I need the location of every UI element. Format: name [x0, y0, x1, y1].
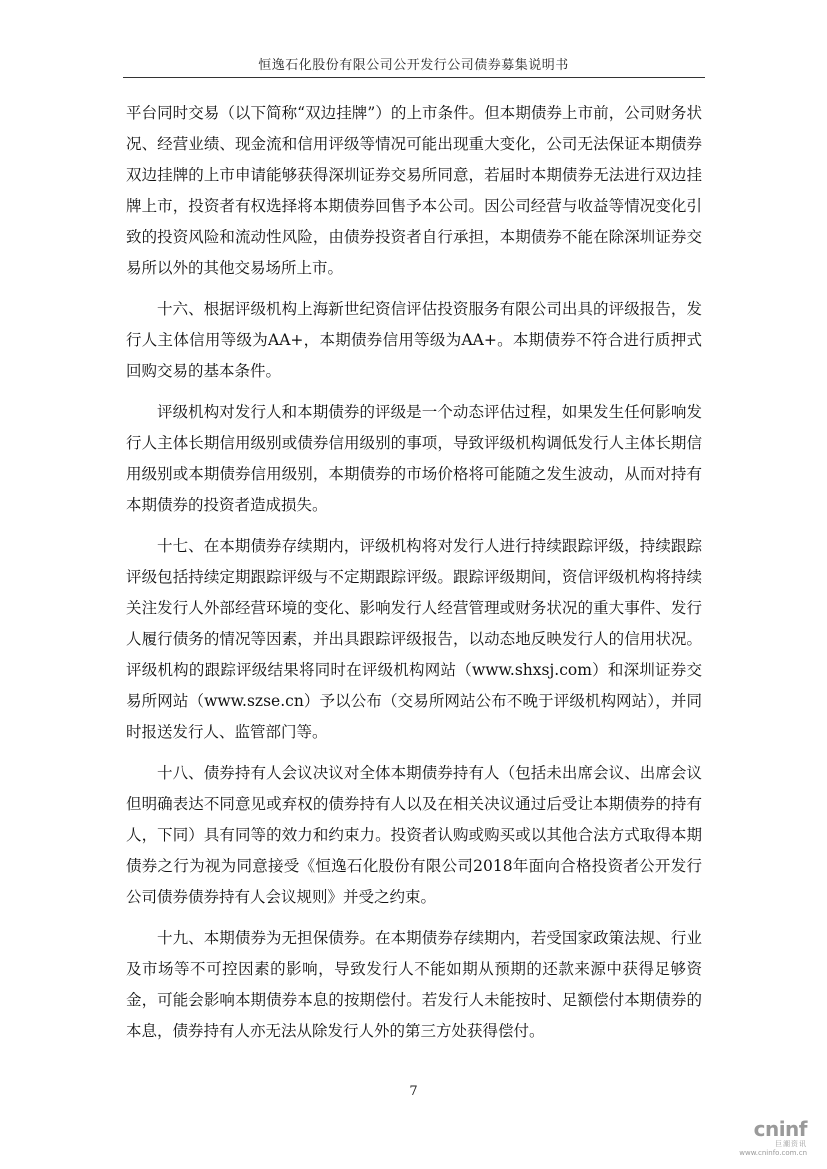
- page-number: 7: [409, 1084, 418, 1099]
- paragraph-item-16: 十六、根据评级机构上海新世纪资信评估投资服务有限公司出具的评级报告，发行人主体信用等级为AA+，本期债券信用等级为AA+。本期债券不符合进行质押式回购交易的基本条件。: [126, 300, 702, 380]
- paragraph-item-19: 十九、本期债券为无担保债券。在本期债券存续期内，若受国家政策法规、行业及市场等不可控因素的影响，导致发行人不能如期从预期的还款来源中获得足够资金，可能会影响本期债券本息的按期偿付。若发行人未能按时、足额偿付本期债券的本息，债券持有人亦无法从除发行人外的第三方处获得偿付。: [126, 929, 702, 1040]
- document-body: [126, 98, 702, 1057]
- paragraph-rating-note: 评级机构对发行人和本期债券的评级是一个动态评估过程，如果发生任何影响发行人主体长期信用级别或债券信用级别的事项，导致评级机构调低发行人主体长期信用级别或本期债券信用级别，本期债券的市场价格将可能随之发生波动，从而对持有本期债券的投资者造成损失。: [126, 403, 702, 514]
- header-divider: [123, 77, 705, 78]
- watermark-chinese: 巨潮资讯: [775, 1140, 807, 1148]
- watermark-url: www.cninfo.com.cn: [739, 1149, 807, 1157]
- watermark-brand: cninf: [753, 1117, 807, 1141]
- paragraph-item-18: 十八、债券持有人会议决议对全体本期债券持有人（包括未出席会议、出席会议但明确表达不同意见或弃权的债券持有人以及在相关决议通过后受让本期债券的持有人，下同）具有同等的效力和约束力。投资者认购或购买或以其他合法方式取得本期债券之行为视为同意接受《恒逸石化股份有限公司2018年面向合格投资者公开发行公司债券债券持有人会议规则》并受之约束。: [126, 764, 702, 906]
- document-header-title: 恒逸石化股份有限公司公开发行公司债券募集说明书: [258, 58, 569, 73]
- paragraph-continued: 平台同时交易（以下简称“双边挂牌”）的上市条件。但本期债券上市前，公司财务状况、经营业绩、现金流和信用评级等情况可能出现重大变化，公司无法保证本期债券双边挂牌的上市申请能够获得深圳证券交易所同意，若届时本期债券无法进行双边挂牌上市，投资者有权选择将本期债券回售予本公司。因公司经营与收益等情况变化引致的投资风险和流动性风险，由债券投资者自行承担，本期债券不能在除深圳证券交易所以外的其他交易场所上市。: [126, 104, 702, 277]
- paragraph-item-17: 十七、在本期债券存续期内，评级机构将对发行人进行持续跟踪评级，持续跟踪评级包括持续定期跟踪评级与不定期跟踪评级。跟踪评级期间，资信评级机构将持续关注发行人外部经营环境的变化、影响发行人经营管理或财务状况的重大事件、发行人履行债务的情况等因素，并出具跟踪评级报告，以动态地反映发行人的信用状况。评级机构的跟踪评级结果将同时在评级机构网站（www.shxsj.com）和深圳证券交易所网站（www.szse.cn）予以公布（交易所网站公布不晚于评级机构网站），并同时报送发行人、监管部门等。: [126, 537, 702, 741]
- cninfo-watermark-logo: [711, 1118, 807, 1160]
